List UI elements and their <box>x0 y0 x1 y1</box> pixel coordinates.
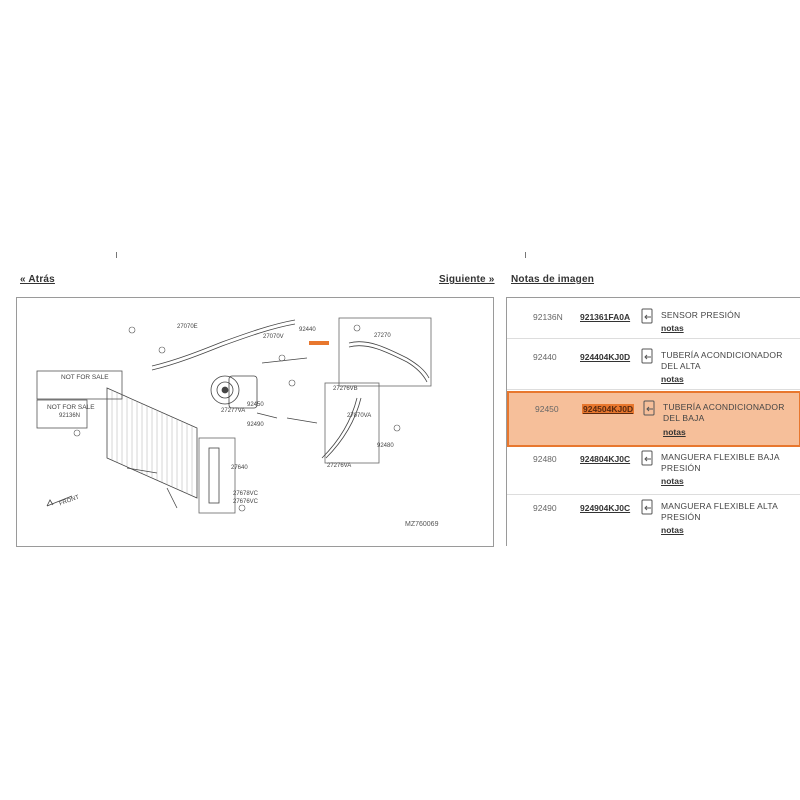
notes-link[interactable]: notas <box>661 476 684 486</box>
part-number-link[interactable]: 921361FA0A <box>580 312 631 322</box>
part-description: SENSOR PRESIÓN <box>661 310 741 320</box>
part-row[interactable] <box>507 494 800 546</box>
part-number-link[interactable]: 924404KJ0D <box>580 352 631 362</box>
parts-list <box>506 297 800 546</box>
not-for-sale-label: NOT FOR SALE <box>47 404 95 411</box>
callout-27070va: 27070VA <box>347 413 372 419</box>
not-for-sale-label: NOT FOR SALE <box>61 374 109 381</box>
callout-27070v: 27070V <box>263 334 284 340</box>
callout-92490: 92490 <box>247 422 264 428</box>
part-row[interactable] <box>507 338 800 390</box>
callout-27270: 27270 <box>374 333 391 339</box>
callout-92136n: 92136N <box>59 413 81 419</box>
diagram-code: MZ760069 <box>405 521 439 528</box>
part-description: MANGUERA FLEXIBLE ALTA PRESIÓN <box>661 501 778 522</box>
parts-diagram[interactable] <box>16 297 494 547</box>
notes-link[interactable]: notas <box>661 374 684 384</box>
part-number-link[interactable]: 924804KJ0C <box>580 454 631 464</box>
callout-27276va: 27276VA <box>327 463 352 469</box>
selected-part-marker <box>309 341 329 345</box>
callout-92440: 92440 <box>299 327 316 333</box>
reference-number: 92440 <box>533 352 557 362</box>
callout-92480: 92480 <box>377 443 394 449</box>
front-arrow-label: FRONT <box>58 494 81 508</box>
callout-27276vb: 27276VB <box>333 386 358 392</box>
callout-27070e: 27070E <box>177 324 198 330</box>
callout-27676vc: 27676VC <box>233 499 259 505</box>
notes-link[interactable]: notas <box>663 427 686 437</box>
back-link[interactable]: « Atrás <box>20 274 55 285</box>
document-icon[interactable] <box>643 400 656 417</box>
part-row[interactable] <box>507 446 800 498</box>
part-description: TUBERÍA ACONDICIONADOR DEL ALTA <box>661 350 783 371</box>
ruler-tick <box>116 252 117 258</box>
part-description: MANGUERA FLEXIBLE BAJA PRESIÓN <box>661 452 780 473</box>
part-number-link[interactable]: 924504KJ0D <box>583 404 634 414</box>
row-divider <box>507 389 800 390</box>
ruler-tick <box>525 252 526 258</box>
reference-number: 92490 <box>533 503 557 513</box>
callout-27640: 27640 <box>231 465 248 471</box>
callout-92450: 92450 <box>247 402 264 408</box>
part-description: TUBERÍA ACONDICIONADOR DEL BAJA <box>663 402 785 423</box>
document-icon[interactable] <box>641 450 654 467</box>
image-notes-link[interactable]: Notas de imagen <box>511 274 595 285</box>
part-number-link[interactable]: 924904KJ0C <box>580 503 631 513</box>
document-icon[interactable] <box>641 348 654 365</box>
reference-number: 92480 <box>533 454 557 464</box>
callout-27277va: 27277VA <box>221 408 246 414</box>
reference-number: 92136N <box>533 312 563 322</box>
notes-link[interactable]: notas <box>661 323 684 333</box>
callout-27678vc: 27678VC <box>233 491 259 497</box>
reference-number: 92450 <box>535 404 559 414</box>
notes-link[interactable]: notas <box>661 525 684 535</box>
document-icon[interactable] <box>641 499 654 516</box>
next-link[interactable]: Siguiente » <box>439 274 495 285</box>
part-row-selected[interactable] <box>507 391 800 447</box>
document-icon[interactable] <box>641 308 654 325</box>
